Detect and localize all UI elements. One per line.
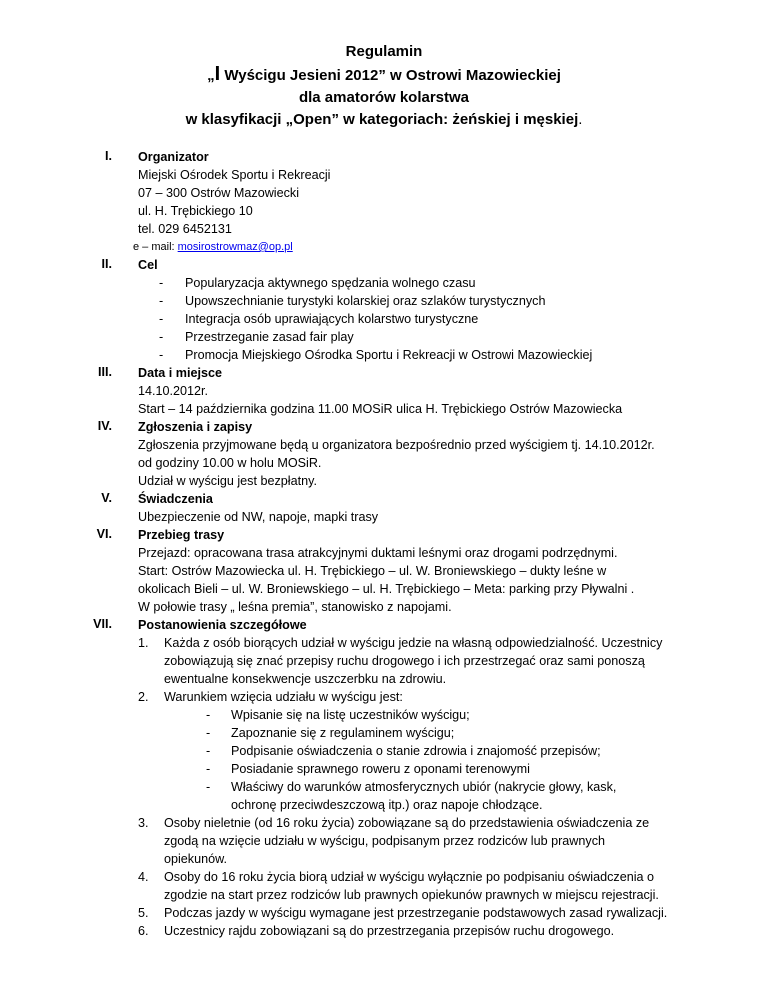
text-line: 14.10.2012r. — [138, 384, 209, 398]
title-line-3: dla amatorów kolarstwa — [298, 89, 470, 106]
text-line: Start: Ostrów Mazowiecka ul. H. Trębickiego – ul. W. Broniewskiego – dukty leśne w — [138, 564, 607, 578]
text-line: Przejazd: opracowana trasa atrakcyjnymi duktami leśnymi oraz drogami podrzędnymi. — [138, 546, 618, 560]
text-line: Udział w wyścigu jest bezpłatny. — [138, 474, 317, 488]
text-line: W połowie trasy „ leśna premia”, stanowisko z napojami. — [138, 600, 452, 614]
email-link[interactable]: mosirostrowmaz@op.pl — [177, 241, 293, 253]
section-number: VI. — [96, 527, 112, 541]
section-heading: Data i miejsce — [138, 366, 223, 380]
section-number: III. — [98, 365, 112, 379]
text-line: 07 – 300 Ostrów Mazowiecki — [138, 186, 299, 200]
section-number: VII. — [93, 617, 112, 631]
email-line: e – mail: mosirostrowmaz@op.pl — [133, 241, 293, 253]
section-heading: Świadczenia — [138, 492, 213, 506]
section-heading: Cel — [138, 258, 158, 272]
text-line: od godziny 10.00 w holu MOSiR. — [138, 456, 322, 470]
text-line: zgodą na wzięcie udziału w wyścigu, podpisanym przez rodziców lub prawnych — [164, 834, 605, 848]
title-line-2: „I Wyścigu Jesieni 2012” w Ostrowi Mazowieckiej — [207, 63, 561, 85]
text-line: Zgłoszenia przyjmowane będą u organizatora bezpośrednio przed wyścigiem tj. 14.10.2012r. — [138, 438, 655, 452]
text-line: ochronę przeciwdeszczową itp.) oraz napoje chłodzące. — [231, 798, 543, 812]
title-line-1: Regulamin — [345, 43, 423, 60]
section-heading: Przebieg trasy — [138, 528, 225, 542]
document-page: Regulamin „I Wyścigu Jesieni 2012” w Ostrowi Mazowieckiej dla amatorów kolarstwa w klasyfikacji „Open” w kategoriach: żeńskiej i męskiej. I. Organizator Miejski Ośrodek Sportu i Rekreacji 07 – 300 Ostrów Mazowiecki ul. H. Trębickiego 10 tel. 029 6452131 e – mail: mosirostrowmaz@op.pl II. Cel - Popularyzacja aktywnego spędzania wolnego czasu - Upowszechnianie turystyki kolarskiej oraz szlaków turystycznych - Integracja osób uprawiających kolarstwo turystyczne - Przestrzeganie zasad fair play - Promocja Miejskiego Ośrodka Sportu i Rekreacji w Ostrowi Mazowieckiej III. Data i miejsce 14.10.2012r. Start – 14 października godzina 11.00 MOSiR ulica H. Trębickiego Ostrów Mazowiecka IV. Zgłoszenia i zapisy Zgłoszenia przyjmowane będą u organizatora bezpośrednio przed wyścigiem tj. 14.10.2012r. od godziny 10.00 w holu MOSiR. Udział w wyścigu jest bezpłatny. V. Świadczenia Ubezpieczenie od NW, napoje, mapki trasy VI. Przebieg trasy Przejazd: opracowana trasa atrakcyjnymi duktami leśnymi oraz drogami podrzędnymi. Start: Ostrów Mazowiecka ul. H. Trębickiego – ul. W. Broniewskiego – dukty leśne w okolicach Bieli – ul. W. Broniewskiego – ul. H. Trębickiego – Meta: parking przy Pływalni . W połowie trasy „ leśna premia”, stanowisko z napojami. VII. Postanowienia szczegółowe 1. Każda z osób biorących udział w wyścigu jedzie na własną odpowiedzialność. Uczestnicy zobowiązują się znać przepisy ruchu drogowego i ich przestrzegać oraz sami ponoszą ewentualne konsekwencje uszczerbku na zdrowiu. 2. Warunkiem wzięcia udziału w wyścigu jest: - Wpisanie się na listę uczestników wyścigu; - Zapoznanie się z regulaminem wyścigu; - Podpisanie oświadczenia o stanie zdrowia i znajomość przepisów; - Posiadanie sprawnego roweru z oponami terenowymi - Właściwy do warunków atmosferycznych ubiór (nakrycie głowy, kask, ochronę przeciwdeszczową itp.) oraz napoje chłodzące. 3. Osoby nieletnie (od 16 roku życia) zobowiązane są do przedstawienia oświadczenia ze zgodą na wzięcie udziału w wyścigu, podpisanym przez rodziców lub prawnych opiekunów. 4. Osoby do 16 roku życia biorą udział w wyścigu wyłącznie po podpisaniu oświadczenia o zgodzie na start przez rodziców lub prawnych opiekunów prawnych w miejscu rejestracji. 5. Podczas jazdy w wyścigu wymagane jest przestrzeganie podstawowych zasad rywalizacji. 6. Uczestnicy rajdu zobowiązani są do przestrzegania przepisów ruchu drogowego. — [0, 0, 768, 994]
section-heading: Zgłoszenia i zapisy — [138, 420, 253, 434]
section-heading: Postanowienia szczegółowe — [138, 618, 307, 632]
text-line: ewentualne konsekwencje uszczerbku na zdrowiu. — [164, 672, 447, 686]
section-heading: Organizator — [138, 150, 209, 164]
text-line: Miejski Ośrodek Sportu i Rekreacji — [138, 168, 331, 182]
text-line: Ubezpieczenie od NW, napoje, mapki trasy — [138, 510, 379, 524]
text-line: tel. 029 6452131 — [138, 222, 232, 236]
text-line: Start – 14 października godzina 11.00 MOSiR ulica H. Trębickiego Ostrów Mazowiecka — [138, 402, 623, 416]
section-number: I. — [105, 149, 112, 163]
text-line: opiekunów. — [164, 852, 228, 866]
title-line-4: w klasyfikacji „Open” w kategoriach: żeńskiej i męskiej. — [185, 111, 583, 128]
section-number: V. — [101, 491, 112, 505]
text-line: zobowiązują się znać przepisy ruchu drogowego i ich przestrzegać oraz sami ponoszą — [164, 654, 645, 668]
section-number: IV. — [97, 419, 112, 433]
section-number: II. — [101, 257, 112, 271]
text-line: ul. H. Trębickiego 10 — [138, 204, 253, 218]
text-line: okolicach Bieli – ul. W. Broniewskiego – ul. H. Trębickiego – Meta: parking przy Pływalni . — [138, 582, 635, 596]
text-line: zgodzie na start przez rodziców lub prawnych opiekunów prawnych w miejscu rejestracji. — [164, 888, 659, 902]
